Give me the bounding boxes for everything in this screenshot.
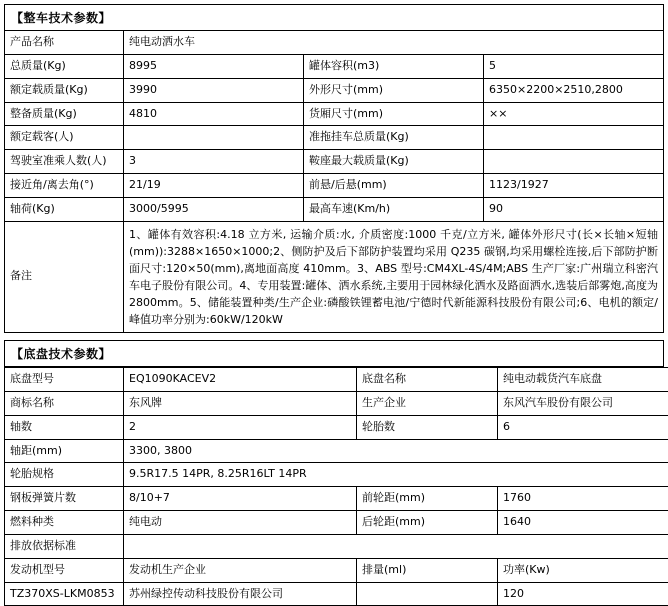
cell-label: 后轮距(mm): [357, 511, 498, 535]
cell-value: 东风牌: [124, 391, 357, 415]
vehicle-specs-table: [4, 30, 664, 333]
cell-label: 排量(ml): [357, 558, 498, 582]
cell-value: 90: [484, 197, 664, 221]
cell-value: [484, 126, 664, 150]
cell-value: EQ1090KACEV2: [124, 368, 357, 392]
table-row: [5, 534, 668, 558]
chassis-specs-table: [4, 367, 668, 606]
cell-label: 钢板弹簧片数: [5, 487, 124, 511]
cell-value: 3: [124, 150, 304, 174]
table-row: [5, 558, 668, 582]
cell-label: 底盘型号: [5, 368, 124, 392]
cell-value: [484, 150, 664, 174]
cell-label: 准拖挂车总质量(Kg): [304, 126, 484, 150]
table-row: [5, 174, 664, 198]
cell-label: 发动机生产企业: [124, 558, 357, 582]
table-row: [5, 150, 664, 174]
table-row: [5, 368, 668, 392]
cell-value: TZ370XS-LKM0853: [5, 582, 124, 606]
cell-label: 额定载质量(Kg): [5, 78, 124, 102]
cell-label: 罐体容积(m3): [304, 54, 484, 78]
cell-label: 鞍座最大载质量(Kg): [304, 150, 484, 174]
cell-value: 1760: [498, 487, 668, 511]
cell-value: 8/10+7: [124, 487, 357, 511]
cell-label: 轴距(mm): [5, 439, 124, 463]
cell-label: 轴数: [5, 415, 124, 439]
cell-value: ××: [484, 102, 664, 126]
cell-label-remark: 备注: [5, 221, 124, 332]
cell-value: 3990: [124, 78, 304, 102]
cell-value: 9.5R17.5 14PR, 8.25R16LT 14PR: [124, 463, 668, 487]
cell-label: 外形尺寸(mm): [304, 78, 484, 102]
table-row: [5, 31, 664, 55]
cell-label: 排放依据标准: [5, 534, 124, 558]
cell-label: 总质量(Kg): [5, 54, 124, 78]
cell-label: 底盘名称: [357, 368, 498, 392]
cell-value-remark: 1、罐体有效容积:4.18 立方米, 运输介质:水, 介质密度:1000 千克/立方米, 罐体外形尺寸(长×长轴×短轴(mm)):3288×1650×1000;2、侧防护及后下部防护装置均采用 Q235 碳钢,均采用螺栓连接,后下部防护断面尺寸:120×50(mm),离地面高度 410mm。3、ABS 型号:CM4XL-4S/4M;ABS 生产厂家:广州瑞立科密汽车电子股份有限公司。4、专用装置:罐体、洒水系统,主要用于园林绿化洒水及路面洒水,选装后部雾炮,高度为2800mm。5、储能装置种类/生产企业:磷酸铁锂蓄电池/宁德时代新能源科技股份有限公司;6、电机的额定/峰值功率分别为:60kW/120kW: [124, 221, 664, 332]
cell-value: 纯电动洒水车: [124, 31, 664, 55]
cell-value: 21/19: [124, 174, 304, 198]
table-row: [5, 463, 668, 487]
cell-label: 额定载客(人): [5, 126, 124, 150]
cell-label: 货厢尺寸(mm): [304, 102, 484, 126]
cell-label: 功率(Kw): [498, 558, 668, 582]
cell-label: 轮胎数: [357, 415, 498, 439]
cell-label: 商标名称: [5, 391, 124, 415]
cell-label: 接近角/离去角(°): [5, 174, 124, 198]
cell-value: 6: [498, 415, 668, 439]
cell-value: 120: [498, 582, 668, 606]
cell-value: [124, 534, 668, 558]
table-row: [5, 102, 664, 126]
cell-label: 生产企业: [357, 391, 498, 415]
cell-label: 前轮距(mm): [357, 487, 498, 511]
section-title-chassis-specs: 【底盘技术参数】: [4, 340, 664, 367]
table-row-remark: [5, 221, 664, 332]
table-row: [5, 511, 668, 535]
table-row: [5, 126, 664, 150]
cell-value: 1123/1927: [484, 174, 664, 198]
table-row: [5, 197, 664, 221]
cell-value: 8995: [124, 54, 304, 78]
table-row: [5, 54, 664, 78]
cell-value: 2: [124, 415, 357, 439]
cell-value: 5: [484, 54, 664, 78]
cell-label: 产品名称: [5, 31, 124, 55]
table-row: [5, 415, 668, 439]
cell-label: 发动机型号: [5, 558, 124, 582]
cell-value: 东风汽车股份有限公司: [498, 391, 668, 415]
cell-value: 3000/5995: [124, 197, 304, 221]
section-title-vehicle-specs: 【整车技术参数】: [4, 4, 664, 30]
cell-value: 6350×2200×2510,2800: [484, 78, 664, 102]
cell-label: 轮胎规格: [5, 463, 124, 487]
cell-value: 3300, 3800: [124, 439, 668, 463]
cell-value: 1640: [498, 511, 668, 535]
cell-value: [124, 126, 304, 150]
table-row: [5, 78, 664, 102]
table-row: [5, 582, 668, 606]
table-row: [5, 439, 668, 463]
cell-value: [357, 582, 498, 606]
cell-label: 驾驶室准乘人数(人): [5, 150, 124, 174]
cell-value: 4810: [124, 102, 304, 126]
cell-label: 前悬/后悬(mm): [304, 174, 484, 198]
table-row: [5, 391, 668, 415]
cell-label: 燃料种类: [5, 511, 124, 535]
cell-value: 纯电动: [124, 511, 357, 535]
cell-label: 整备质量(Kg): [5, 102, 124, 126]
cell-value: 纯电动载货汽车底盘: [498, 368, 668, 392]
cell-value: 苏州绿控传动科技股份有限公司: [124, 582, 357, 606]
cell-label: 最高车速(Km/h): [304, 197, 484, 221]
cell-label: 轴荷(Kg): [5, 197, 124, 221]
table-row: [5, 487, 668, 511]
